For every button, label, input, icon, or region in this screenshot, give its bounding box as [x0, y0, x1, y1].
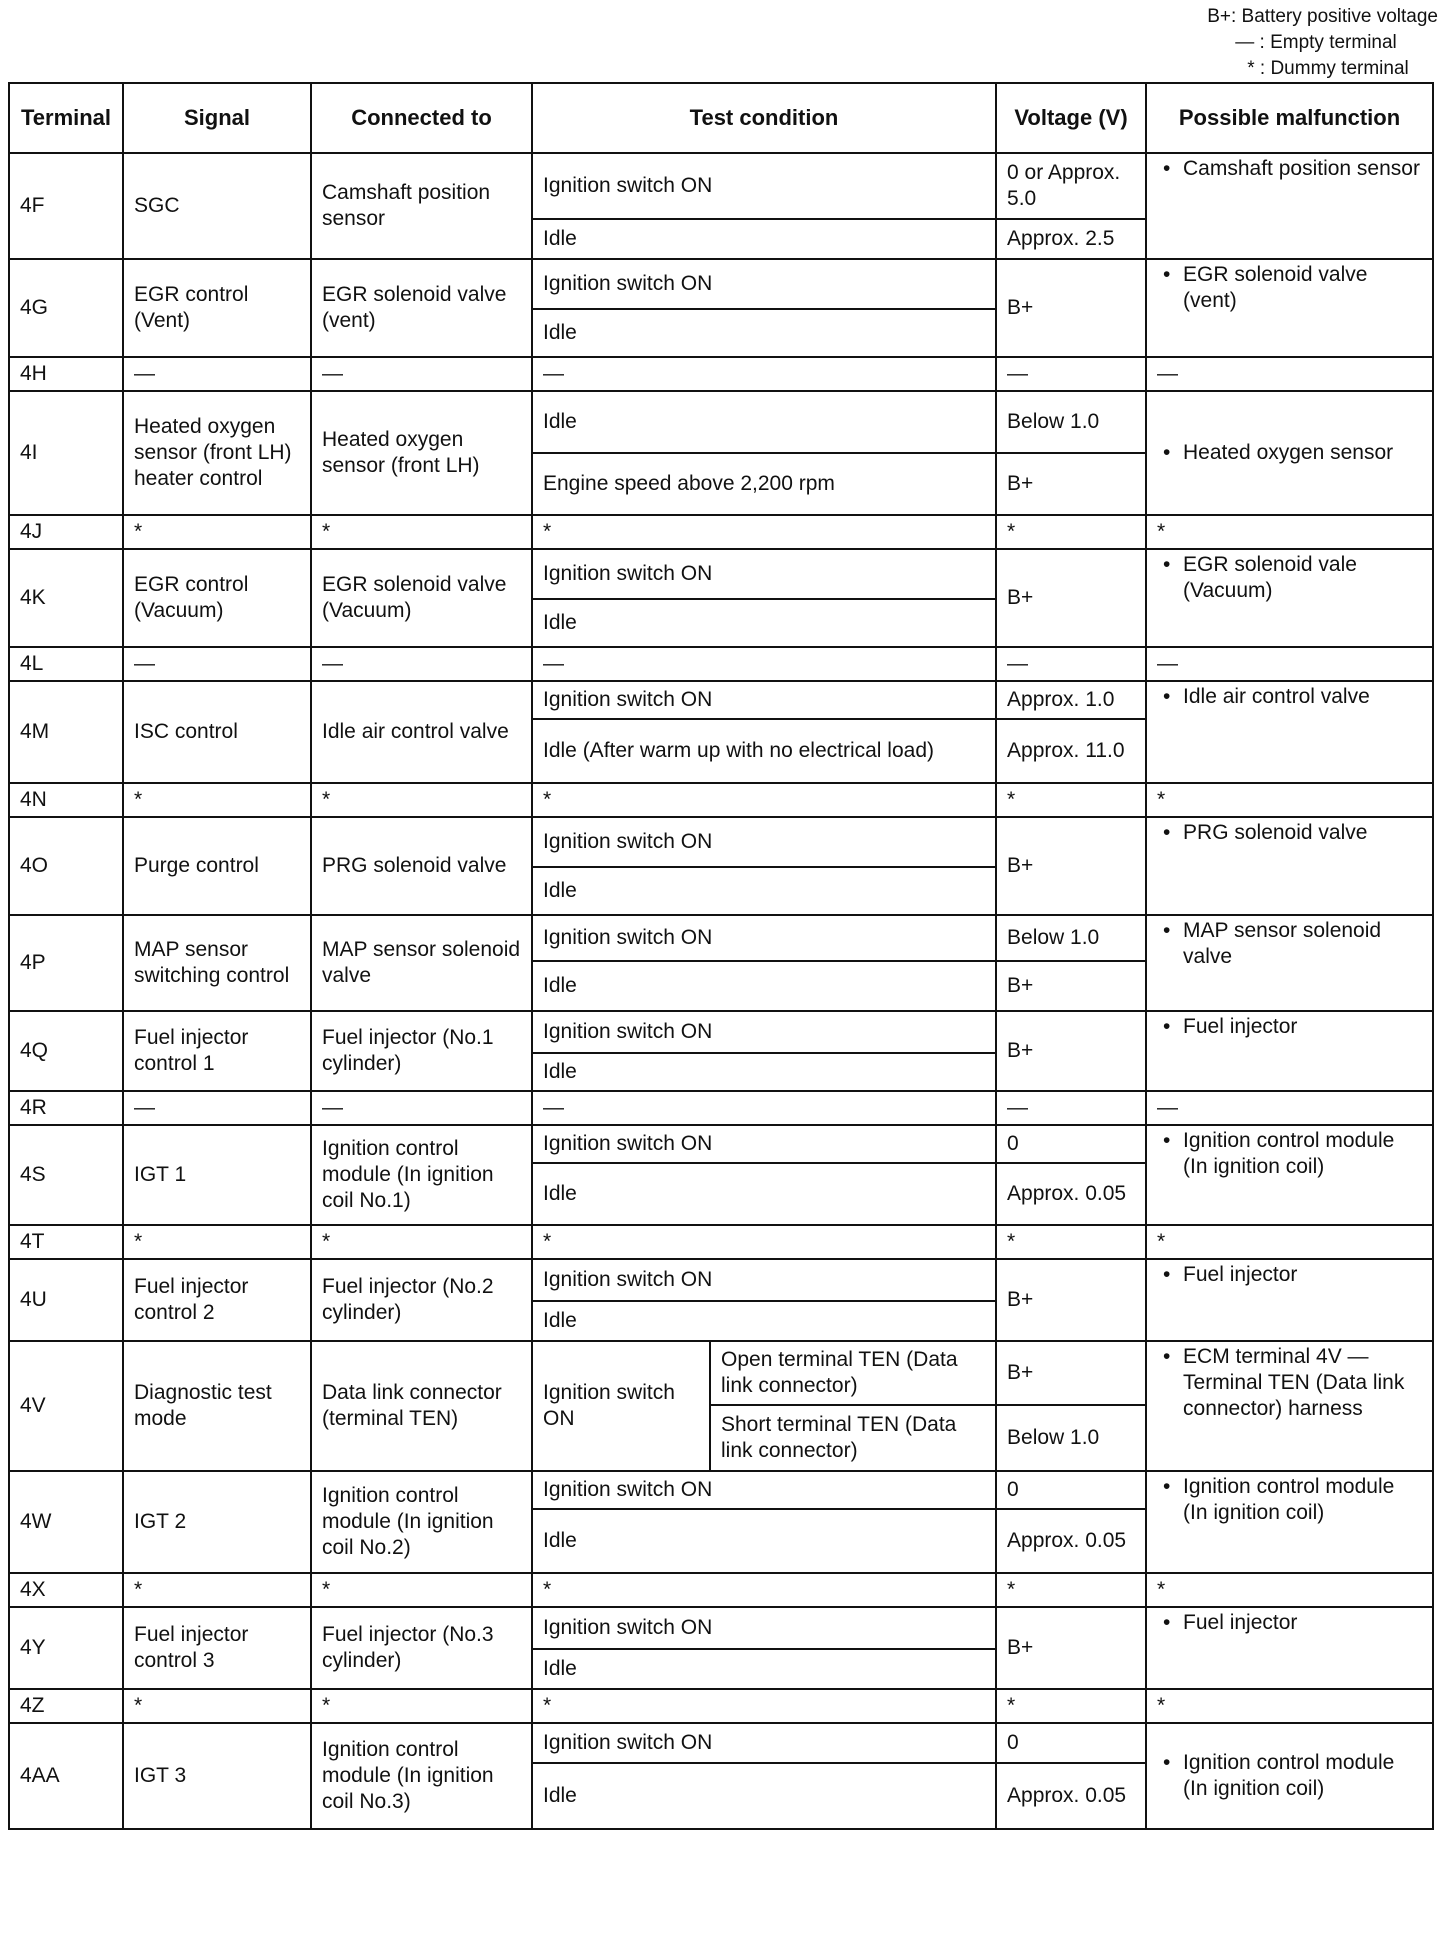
malfunction-text: • EGR solenoid vale (Vacuum)	[1157, 552, 1422, 604]
voltage-cell: Below 1.0	[996, 1405, 1146, 1471]
condition-cell: Ignition switch ON	[532, 1259, 996, 1301]
empty-mark: —	[1146, 357, 1433, 391]
voltage-cell: Approx. 0.05	[996, 1509, 1146, 1573]
connected-cell: PRG solenoid valve	[311, 817, 532, 915]
dummy-mark: *	[1146, 1573, 1433, 1607]
table-row	[9, 1091, 1433, 1125]
voltage-cell: Approx. 1.0	[996, 681, 1146, 719]
condition-cell: Idle (After warm up with no electrical load)	[532, 719, 996, 783]
malfunction-cell	[1146, 1723, 1433, 1829]
dummy-mark: *	[123, 1225, 311, 1259]
empty-mark: —	[996, 357, 1146, 391]
signal-cell: IGT 3	[123, 1723, 311, 1829]
voltage-cell: 0	[996, 1471, 1146, 1509]
connected-cell: Ignition control module (In ignition coil No.2)	[311, 1471, 532, 1573]
terminal-cell: 4F	[9, 153, 123, 259]
table-row	[9, 259, 1433, 309]
voltage-cell: B+	[996, 1341, 1146, 1405]
empty-mark: —	[311, 1091, 532, 1125]
dummy-mark: *	[996, 1573, 1146, 1607]
voltage-cell: Below 1.0	[996, 391, 1146, 453]
condition-group-cell: Ignition switch ON	[532, 1341, 710, 1471]
dummy-mark: *	[123, 515, 311, 549]
voltage-cell: 0	[996, 1125, 1146, 1163]
terminal-table	[8, 82, 1434, 1830]
header-condition: Test condition	[532, 83, 996, 153]
empty-mark: —	[996, 647, 1146, 681]
connected-cell: EGR solenoid valve (Vacuum)	[311, 549, 532, 647]
malfunction-cell	[1146, 1125, 1433, 1225]
voltage-cell: 0	[996, 1723, 1146, 1763]
terminal-cell: 4Q	[9, 1011, 123, 1091]
table-row	[9, 515, 1433, 549]
condition-cell: Idle	[532, 391, 996, 453]
malfunction-cell	[1146, 1259, 1433, 1341]
voltage-cell: B+	[996, 1607, 1146, 1689]
malfunction-cell	[1146, 915, 1433, 1011]
terminal-cell: 4R	[9, 1091, 123, 1125]
signal-cell: Fuel injector control 3	[123, 1607, 311, 1689]
voltage-cell: B+	[996, 817, 1146, 915]
malfunction-text: • Ignition control module (In ignition coil)	[1157, 1750, 1422, 1802]
terminal-cell: 4H	[9, 357, 123, 391]
dummy-mark: *	[532, 1225, 996, 1259]
table-row	[9, 915, 1433, 961]
condition-cell: Short terminal TEN (Data link connector)	[710, 1405, 996, 1471]
malfunction-text: • MAP sensor solenoid valve	[1157, 918, 1422, 970]
condition-cell: Idle	[532, 1649, 996, 1689]
condition-cell: Idle	[532, 599, 996, 647]
malfunction-cell	[1146, 681, 1433, 783]
table-row	[9, 1259, 1433, 1301]
signal-cell: EGR control (Vent)	[123, 259, 311, 357]
table-row	[9, 647, 1433, 681]
table-row	[9, 1341, 1433, 1405]
dummy-mark: *	[996, 783, 1146, 817]
signal-cell: ISC control	[123, 681, 311, 783]
empty-mark: —	[311, 647, 532, 681]
connected-cell: Fuel injector (No.2 cylinder)	[311, 1259, 532, 1341]
condition-cell: Idle	[532, 1763, 996, 1829]
empty-mark: —	[532, 357, 996, 391]
dummy-mark: *	[123, 783, 311, 817]
dummy-mark: *	[311, 1225, 532, 1259]
terminal-cell: 4U	[9, 1259, 123, 1341]
connected-cell: Fuel injector (No.3 cylinder)	[311, 1607, 532, 1689]
condition-cell: Ignition switch ON	[532, 153, 996, 219]
terminal-cell: 4T	[9, 1225, 123, 1259]
condition-cell: Idle	[532, 309, 996, 357]
terminal-cell: 4G	[9, 259, 123, 357]
empty-mark: —	[532, 647, 996, 681]
dummy-mark: *	[311, 515, 532, 549]
malfunction-text: • ECM terminal 4V — Terminal TEN (Data link connector) harness	[1157, 1344, 1422, 1422]
empty-mark: —	[123, 1091, 311, 1125]
condition-cell: Engine speed above 2,200 rpm	[532, 453, 996, 515]
legend	[1207, 4, 1438, 82]
terminal-cell: 4V	[9, 1341, 123, 1471]
malfunction-cell	[1146, 1341, 1433, 1471]
legend-battery: B+: Battery positive voltage	[1207, 6, 1438, 27]
voltage-cell: Approx. 2.5	[996, 219, 1146, 259]
condition-cell: Ignition switch ON	[532, 1125, 996, 1163]
malfunction-text: • Fuel injector	[1157, 1014, 1422, 1040]
malfunction-cell	[1146, 549, 1433, 647]
terminal-cell: 4S	[9, 1125, 123, 1225]
terminal-cell: 4M	[9, 681, 123, 783]
header-malfunction: Possible malfunction	[1146, 83, 1433, 153]
terminal-cell: 4P	[9, 915, 123, 1011]
condition-cell: Open terminal TEN (Data link connector)	[710, 1341, 996, 1405]
voltage-cell: B+	[996, 549, 1146, 647]
table-row	[9, 357, 1433, 391]
dummy-mark: *	[123, 1689, 311, 1723]
connected-cell: Fuel injector (No.1 cylinder)	[311, 1011, 532, 1091]
malfunction-text: • Idle air control valve	[1157, 684, 1422, 710]
signal-cell: Heated oxygen sensor (front LH) heater control	[123, 391, 311, 515]
condition-cell: Ignition switch ON	[532, 259, 996, 309]
voltage-cell: Approx. 0.05	[996, 1163, 1146, 1225]
voltage-cell: B+	[996, 453, 1146, 515]
terminal-cell: 4Y	[9, 1607, 123, 1689]
malfunction-text: • Camshaft position sensor	[1157, 156, 1422, 182]
voltage-cell: B+	[996, 1011, 1146, 1091]
condition-cell: Idle	[532, 961, 996, 1011]
table-row	[9, 817, 1433, 867]
empty-mark: —	[1146, 647, 1433, 681]
malfunction-cell	[1146, 817, 1433, 915]
dummy-mark: *	[532, 783, 996, 817]
malfunction-cell	[1146, 391, 1433, 515]
terminal-cell: 4I	[9, 391, 123, 515]
condition-cell: Ignition switch ON	[532, 681, 996, 719]
dummy-mark: *	[311, 1573, 532, 1607]
malfunction-cell	[1146, 1607, 1433, 1689]
signal-cell: MAP sensor switching control	[123, 915, 311, 1011]
dummy-mark: *	[311, 783, 532, 817]
dummy-mark: *	[532, 1573, 996, 1607]
legend-dummy: * : Dummy terminal	[1247, 58, 1409, 79]
signal-cell: IGT 1	[123, 1125, 311, 1225]
terminal-cell: 4Z	[9, 1689, 123, 1723]
voltage-cell: Approx. 11.0	[996, 719, 1146, 783]
header-terminal: Terminal	[9, 83, 123, 153]
malfunction-cell	[1146, 1011, 1433, 1091]
legend-empty: — : Empty terminal	[1235, 32, 1397, 53]
table-row	[9, 681, 1433, 719]
dummy-mark: *	[1146, 515, 1433, 549]
terminal-cell: 4J	[9, 515, 123, 549]
signal-cell: Purge control	[123, 817, 311, 915]
header-voltage: Voltage (V)	[996, 83, 1146, 153]
voltage-cell: Below 1.0	[996, 915, 1146, 961]
condition-cell: Idle	[532, 219, 996, 259]
table-row	[9, 1689, 1433, 1723]
table-row	[9, 153, 1433, 219]
malfunction-cell	[1146, 1471, 1433, 1573]
dummy-mark: *	[1146, 1225, 1433, 1259]
dummy-mark: *	[123, 1573, 311, 1607]
condition-cell: Idle	[532, 1163, 996, 1225]
voltage-cell: 0 or Approx. 5.0	[996, 153, 1146, 219]
condition-cell: Ignition switch ON	[532, 549, 996, 599]
terminal-cell: 4X	[9, 1573, 123, 1607]
condition-cell: Ignition switch ON	[532, 1607, 996, 1649]
empty-mark: —	[123, 357, 311, 391]
condition-cell: Idle	[532, 867, 996, 915]
condition-cell: Ignition switch ON	[532, 1723, 996, 1763]
connected-cell: Heated oxygen sensor (front LH)	[311, 391, 532, 515]
table-row	[9, 1011, 1433, 1053]
terminal-cell: 4K	[9, 549, 123, 647]
connected-cell: MAP sensor solenoid valve	[311, 915, 532, 1011]
malfunction-text: • Ignition control module (In ignition coil)	[1157, 1128, 1422, 1180]
connected-cell: Ignition control module (In ignition coil No.3)	[311, 1723, 532, 1829]
voltage-cell: B+	[996, 1259, 1146, 1341]
connected-cell: Ignition control module (In ignition coil No.1)	[311, 1125, 532, 1225]
condition-cell: Ignition switch ON	[532, 1471, 996, 1509]
empty-mark: —	[532, 1091, 996, 1125]
dummy-mark: *	[1146, 783, 1433, 817]
table-row	[9, 1471, 1433, 1509]
malfunction-text: • Heated oxygen sensor	[1157, 440, 1422, 466]
terminal-cell: 4L	[9, 647, 123, 681]
connected-cell: EGR solenoid valve (vent)	[311, 259, 532, 357]
voltage-cell: B+	[996, 259, 1146, 357]
terminal-cell: 4W	[9, 1471, 123, 1573]
condition-cell: Idle	[532, 1509, 996, 1573]
dummy-mark: *	[532, 515, 996, 549]
dummy-mark: *	[311, 1689, 532, 1723]
connected-cell: Data link connector (terminal TEN)	[311, 1341, 532, 1471]
malfunction-text: • Fuel injector	[1157, 1262, 1422, 1288]
signal-cell: EGR control (Vacuum)	[123, 549, 311, 647]
connected-cell: Idle air control valve	[311, 681, 532, 783]
terminal-cell: 4O	[9, 817, 123, 915]
table-row	[9, 1125, 1433, 1163]
condition-cell: Ignition switch ON	[532, 915, 996, 961]
empty-mark: —	[123, 647, 311, 681]
signal-cell: SGC	[123, 153, 311, 259]
table-row	[9, 1573, 1433, 1607]
table-row	[9, 1607, 1433, 1649]
terminal-cell: 4AA	[9, 1723, 123, 1829]
terminal-cell: 4N	[9, 783, 123, 817]
malfunction-text: • Fuel injector	[1157, 1610, 1422, 1636]
table-row	[9, 783, 1433, 817]
malfunction-cell	[1146, 153, 1433, 259]
condition-cell: Idle	[532, 1301, 996, 1341]
dummy-mark: *	[532, 1689, 996, 1723]
header-connected: Connected to	[311, 83, 532, 153]
signal-cell: Diagnostic test mode	[123, 1341, 311, 1471]
empty-mark: —	[996, 1091, 1146, 1125]
dummy-mark: *	[1146, 1689, 1433, 1723]
empty-mark: —	[1146, 1091, 1433, 1125]
dummy-mark: *	[996, 1689, 1146, 1723]
malfunction-cell	[1146, 259, 1433, 357]
signal-cell: IGT 2	[123, 1471, 311, 1573]
condition-cell: Ignition switch ON	[532, 817, 996, 867]
signal-cell: Fuel injector control 2	[123, 1259, 311, 1341]
table-header-row	[9, 83, 1433, 153]
table-row	[9, 391, 1433, 453]
voltage-cell: Approx. 0.05	[996, 1763, 1146, 1829]
condition-cell: Idle	[532, 1053, 996, 1091]
table-row	[9, 549, 1433, 599]
empty-mark: —	[311, 357, 532, 391]
table-row	[9, 1225, 1433, 1259]
dummy-mark: *	[996, 1225, 1146, 1259]
condition-cell: Ignition switch ON	[532, 1011, 996, 1053]
header-signal: Signal	[123, 83, 311, 153]
table-row	[9, 1723, 1433, 1763]
malfunction-text: • PRG solenoid valve	[1157, 820, 1422, 846]
signal-cell: Fuel injector control 1	[123, 1011, 311, 1091]
connected-cell: Camshaft position sensor	[311, 153, 532, 259]
dummy-mark: *	[996, 515, 1146, 549]
malfunction-text: • EGR solenoid valve (vent)	[1157, 262, 1422, 314]
voltage-cell: B+	[996, 961, 1146, 1011]
malfunction-text: • Ignition control module (In ignition coil)	[1157, 1474, 1422, 1526]
